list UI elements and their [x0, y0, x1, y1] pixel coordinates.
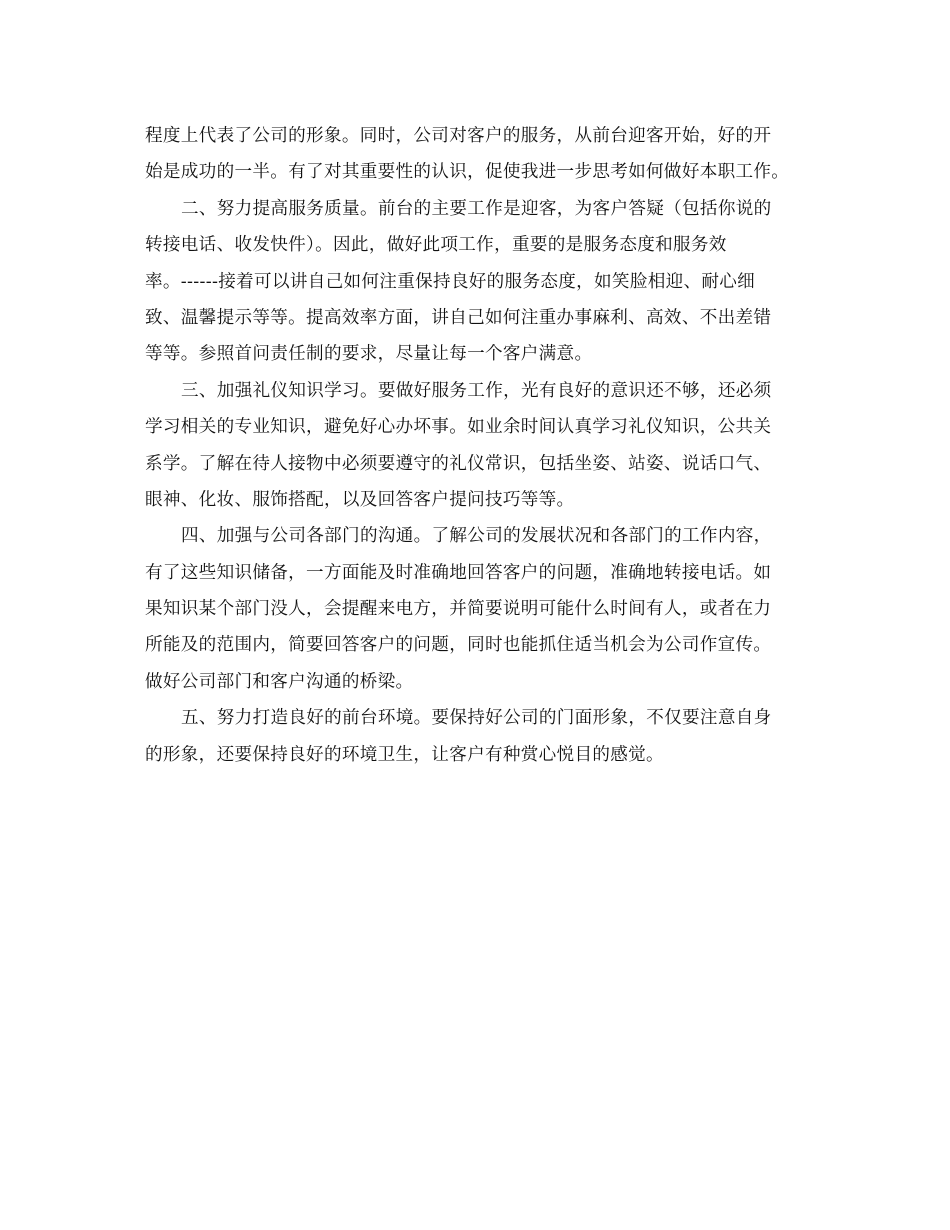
- text-line-7: 等等。参照首问责任制的要求，尽量让每一个客户满意。: [145, 344, 593, 365]
- text-line-6: 致、温馨提示等等。提高效率方面，讲自己如何注重办事麻利、高效、不出差错: [145, 307, 772, 328]
- text-line-15: 所能及的范围内，简要回答客户的问题，同时也能抓住适当机会为公司作宣传。: [145, 635, 772, 656]
- text-line-11: 眼神、化妆、服饰搭配，以及回答客户提问技巧等等。: [145, 489, 575, 510]
- text-line-3: 二、努力提高服务质量。前台的主要工作是迎客，为客户答疑（包括你说的: [181, 198, 772, 219]
- text-line-14: 果知识某个部门没人，会提醒来电方，并简要说明可能什么时间有人，或者在力: [145, 599, 772, 620]
- text-line-1: 程度上代表了公司的形象。同时，公司对客户的服务，从前台迎客开始，好的开: [145, 126, 772, 146]
- text-line-16: 做好公司部门和客户沟通的桥梁。: [145, 671, 414, 692]
- text-line-18: 的形象，还要保持良好的环境卫生，让客户有种赏心悦目的感觉。: [145, 744, 664, 765]
- text-line-8: 三、加强礼仪知识学习。要做好服务工作，光有良好的意识还不够，还必须: [181, 380, 772, 401]
- text-line-12: 四、加强与公司各部门的沟通。了解公司的发展状况和各部门的工作内容，: [181, 526, 772, 547]
- text-line-4: 转接电话、收发快件）。因此，做好此项工作，重要的是服务态度和服务效: [145, 235, 727, 256]
- text-line-9: 学习相关的专业知识，避免好心办坏事。如业余时间认真学习礼仪知识，公共关: [145, 417, 772, 438]
- text-line-5: 率。------接着可以讲自己如何注重保持良好的服务态度，如笑脸相迎、耐心细: [145, 271, 756, 292]
- text-line-13: 有了这些知识储备，一方面能及时准确地回答客户的问题，准确地转接电话。如: [145, 562, 772, 583]
- document-body: [145, 118, 813, 773]
- text-line-10: 系学。了解在待人接物中必须要遵守的礼仪常识，包括坐姿、站姿、说话口气、: [145, 453, 772, 474]
- text-line-17: 五、努力打造良好的前台环境。要保持好公司的门面形象，不仅要注意自身: [181, 708, 772, 729]
- text-line-2: 始是成功的一半。有了对其重要性的认识，促使我进一步思考如何做好本职工作。: [145, 162, 790, 183]
